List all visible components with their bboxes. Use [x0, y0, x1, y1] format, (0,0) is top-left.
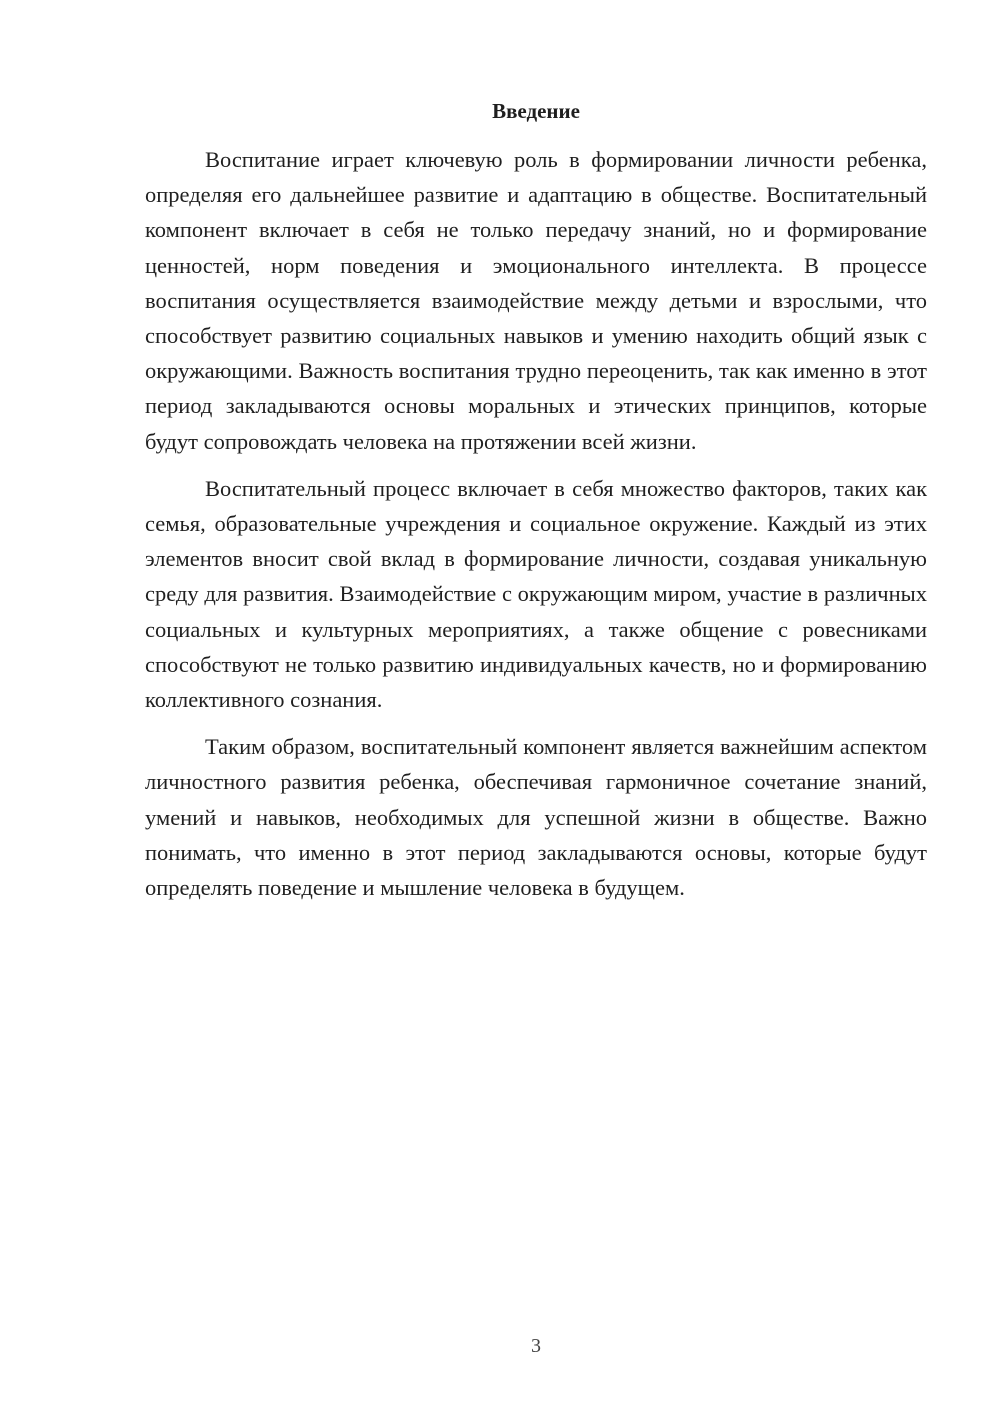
section-heading: Введение: [492, 99, 580, 123]
body-text: [145, 142, 927, 917]
page-number: 3: [531, 1335, 541, 1357]
paragraph-2: Воспитательный процесс включает в себя множество факторов, таких как семья, образовательные учреждения и социальное окружение. Каждый из этих элементов вносит свой вклад в формирование личности, создавая уникальную среду для развития. Взаимодействие с окружающим миром, участие в различных социальных и культурных мероприятиях, а также общение с ровесниками способствуют не только развитию индивидуальных качеств, но и формированию коллективного сознания.: [145, 475, 927, 713]
paragraph-1: Воспитание играет ключевую роль в формировании личности ребенка, определяя его дальнейшее развитие и адаптацию в обществе. Воспитательный компонент включает в себя не только передачу знаний, но и формирование ценностей, норм поведения и эмоционального интеллекта. В процессе воспитания осуществляется взаимодействие между детьми и взрослыми, что способствует развитию социальных навыков и умению находить общий язык с окружающими. Важность воспитания трудно переоценить, так как именно в этот период закладываются основы моральных и этических принципов, которые будут сопровождать человека на протяжении всей жизни.: [145, 147, 927, 454]
paragraph-3: Таким образом, воспитательный компонент является важнейшим аспектом личностного развития ребенка, обеспечивая гармоничное сочетание знаний, умений и навыков, необходимых для успешной жизни в обществе. Важно понимать, что именно в этот период закладываются основы, которые будут определять поведение и мышление человека в будущем.: [145, 734, 927, 901]
